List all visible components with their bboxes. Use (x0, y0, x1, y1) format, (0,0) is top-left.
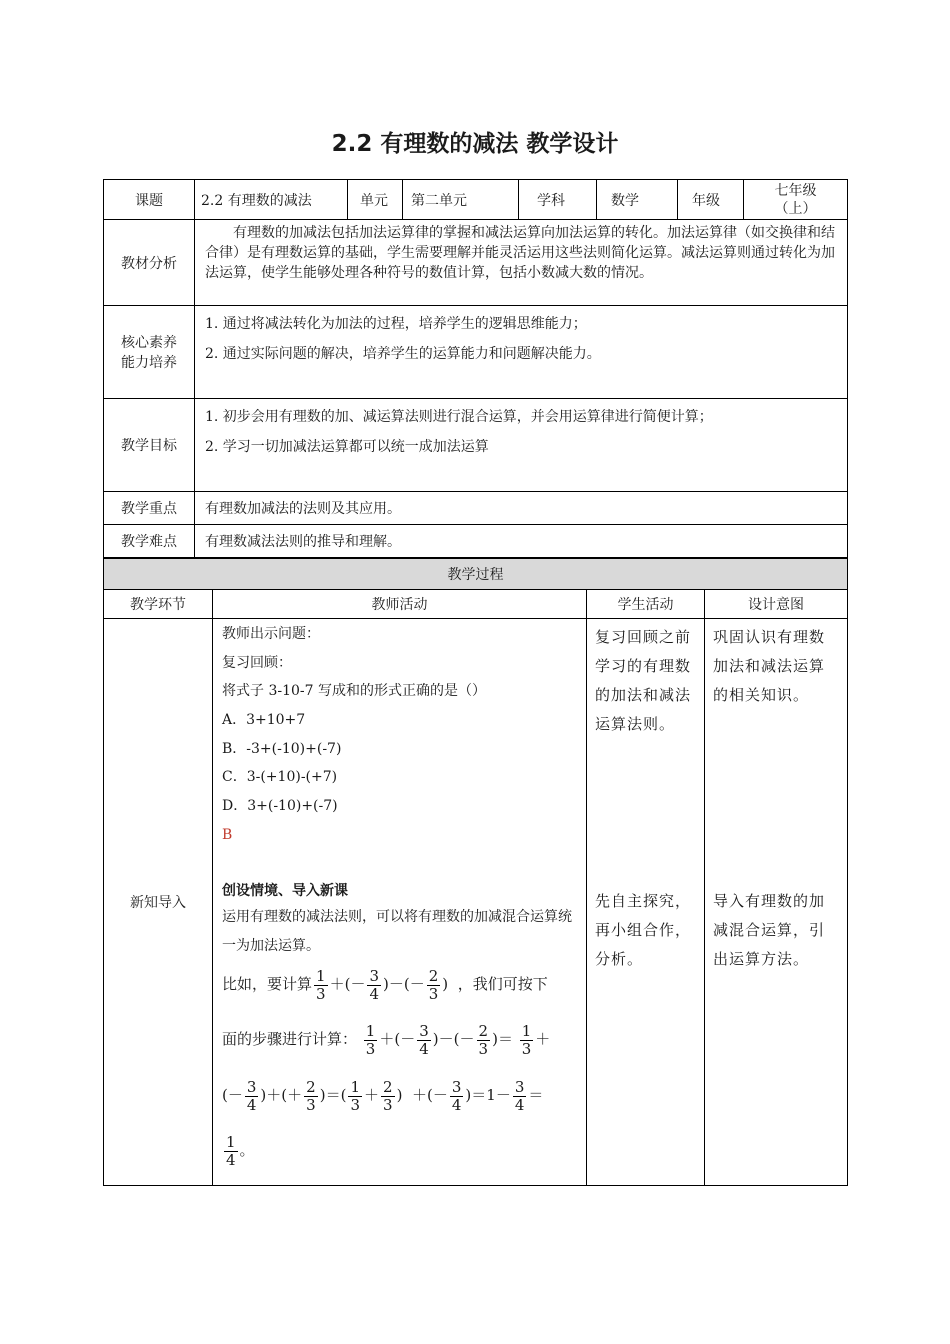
option-d: D．3+(-10)+(-7) (222, 798, 338, 814)
info-table (103, 179, 848, 558)
steps-line-2: (－ $\frac{3}{4}$ )＋(＋ $\frac{2}{3}$ )＝( $\frac{1}{3}$ ＋ $\frac{2}{3}$ ) ＋(－ $\frac{3}{4}$ )＝1－ $\frac{3}{4}$ ＝ (222, 1077, 544, 1114)
literacy-item-2: 2. 通过实际问题的解决，培养学生的运算能力和问题解决能力。 (205, 346, 601, 362)
fraction-1-3: $\frac{1}{3}$ (365, 1021, 376, 1058)
option-b: B．-3+(-10)+(-7) (222, 741, 342, 757)
fraction-2-3: $\frac{2}{3}$ (478, 1021, 489, 1058)
col-intent: 设计意图 (705, 590, 848, 619)
topic-label: 课题 (104, 180, 195, 220)
grade-value (744, 180, 848, 220)
example-prefix: 比如，要计算 (222, 975, 313, 993)
teacher-line-2: 复习回顾： (222, 655, 292, 671)
literacy-item-1: 1. 通过将减法转化为加法的过程，培养学生的逻辑思维能力； (205, 316, 587, 332)
example-line: 比如，要计算 $\frac{1}{3}$ ＋(－ $\frac{3}{4}$ )－(－ $\frac{2}{3}$ ) ，我们可按下 (222, 966, 548, 1003)
teacher-cell (213, 619, 587, 1186)
fraction-3-4: $\frac{3}{4}$ (369, 966, 379, 1003)
grade-value-line2: （上） (774, 200, 817, 217)
teacher-line-1: 教师出示问题： (222, 626, 320, 642)
intent-1: 巩固认识有理数加法和减法运算的相关知识。 (713, 628, 826, 704)
literacy-label-line2: 能力培养 (121, 355, 177, 371)
student-activity-1: 复习回顾之前学习的有理数的加法和减法运算法则。 (595, 628, 692, 733)
unit-value: 第二单元 (403, 180, 519, 220)
subject-value: 数学 (597, 180, 678, 220)
teacher-question: 将式子 3-10-7 写成和的形式正确的是（） (222, 683, 486, 699)
col-stage: 教学环节 (104, 590, 213, 619)
end-mark: 。 (239, 1141, 255, 1159)
student-activity-2: 先自主探究，再小组合作，分析。 (595, 892, 692, 968)
col-teacher: 教师活动 (213, 590, 587, 619)
process-header: 教学过程 (104, 559, 848, 590)
key-label: 教学重点 (104, 492, 195, 525)
steps-line: 面的步骤进行计算： $\frac{1}{3}$ ＋(－ $\frac{3}{4}$ )－(－ $\frac{2}{3}$ )＝ $\frac{1}{3}$ ＋ (222, 1021, 551, 1058)
answer: B (222, 827, 233, 843)
literacy-label (104, 306, 195, 399)
fraction-1-3: $\frac{1}{3}$ (316, 966, 326, 1003)
subject-label: 学科 (519, 180, 597, 220)
fraction-1-4: $\frac{1}{4}$ (226, 1132, 236, 1169)
example-suffix: ，我们可按下 (457, 975, 548, 993)
page-title: 2.2 有理数的减法 教学设计 (331, 131, 619, 157)
fraction-2-3: $\frac{2}{3}$ (306, 1077, 316, 1114)
option-c: C．3-(+10)-(+7) (222, 769, 338, 785)
student-cell (587, 619, 705, 1186)
analysis-cell (195, 220, 848, 306)
fraction-1-3: $\frac{1}{3}$ (521, 1021, 532, 1058)
grade-value-line1: 七年级 (774, 182, 817, 199)
literacy-cell (195, 306, 848, 399)
difficulty-text: 有理数减法法则的推导和理解。 (195, 525, 848, 558)
literacy-label-line1: 核心素养 (121, 335, 177, 351)
analysis-text: 有理数的加减法包括加法运算律的掌握和减法运算向加法运算的转化。加法运算律（如交换律和结合律）是有理数运算的基础，学生需要理解并能灵活运用这些法则简化运算。减法运算则通过转化为加法运算，使学生能够处理各种符号的数值计算，包括小数减大数的情况。 (205, 225, 835, 281)
topic-value: 2.2 有理数的减法 (195, 180, 348, 220)
fraction-3-4: $\frac{3}{4}$ (514, 1077, 525, 1114)
fraction-2-3: $\frac{2}{3}$ (428, 966, 439, 1003)
unit-label: 单元 (348, 180, 403, 220)
fraction-3-4: $\frac{3}{4}$ (246, 1077, 257, 1114)
goals-label: 教学目标 (104, 399, 195, 492)
stage-cell: 新知导入 (104, 619, 213, 1186)
process-table (103, 558, 848, 1186)
intent-2: 导入有理数的加减混合运算，引出运算方法。 (713, 892, 826, 968)
fraction-2-3: $\frac{2}{3}$ (383, 1077, 393, 1114)
intent-cell (705, 619, 848, 1186)
analysis-label: 教材分析 (104, 220, 195, 306)
col-student: 学生活动 (587, 590, 705, 619)
grade-label: 年级 (678, 180, 744, 220)
section-heading: 创设情境、导入新课 (222, 883, 348, 899)
goals-item-1: 1. 初步会用有理数的加、减运算法则进行混合运算，并会用运算律进行简便计算； (205, 409, 713, 425)
goals-cell (195, 399, 848, 492)
fraction-3-4: $\frac{3}{4}$ (419, 1021, 429, 1058)
fraction-1-3: $\frac{1}{3}$ (350, 1077, 360, 1114)
steps-prefix: 面的步骤进行计算： (222, 1030, 358, 1048)
difficulty-label: 教学难点 (104, 525, 195, 558)
teacher-paragraph: 运用有理数的减法法则，可以将有理数的加减混合运算统一为加法运算。 (222, 909, 572, 954)
key-text: 有理数加减法的法则及其应用。 (195, 492, 848, 525)
option-a: A．3+10+7 (222, 712, 306, 728)
goals-item-2: 2. 学习一切加减法运算都可以统一成加法运算 (205, 439, 489, 455)
result-line (222, 1130, 255, 1170)
fraction-3-4: $\frac{3}{4}$ (451, 1077, 462, 1114)
